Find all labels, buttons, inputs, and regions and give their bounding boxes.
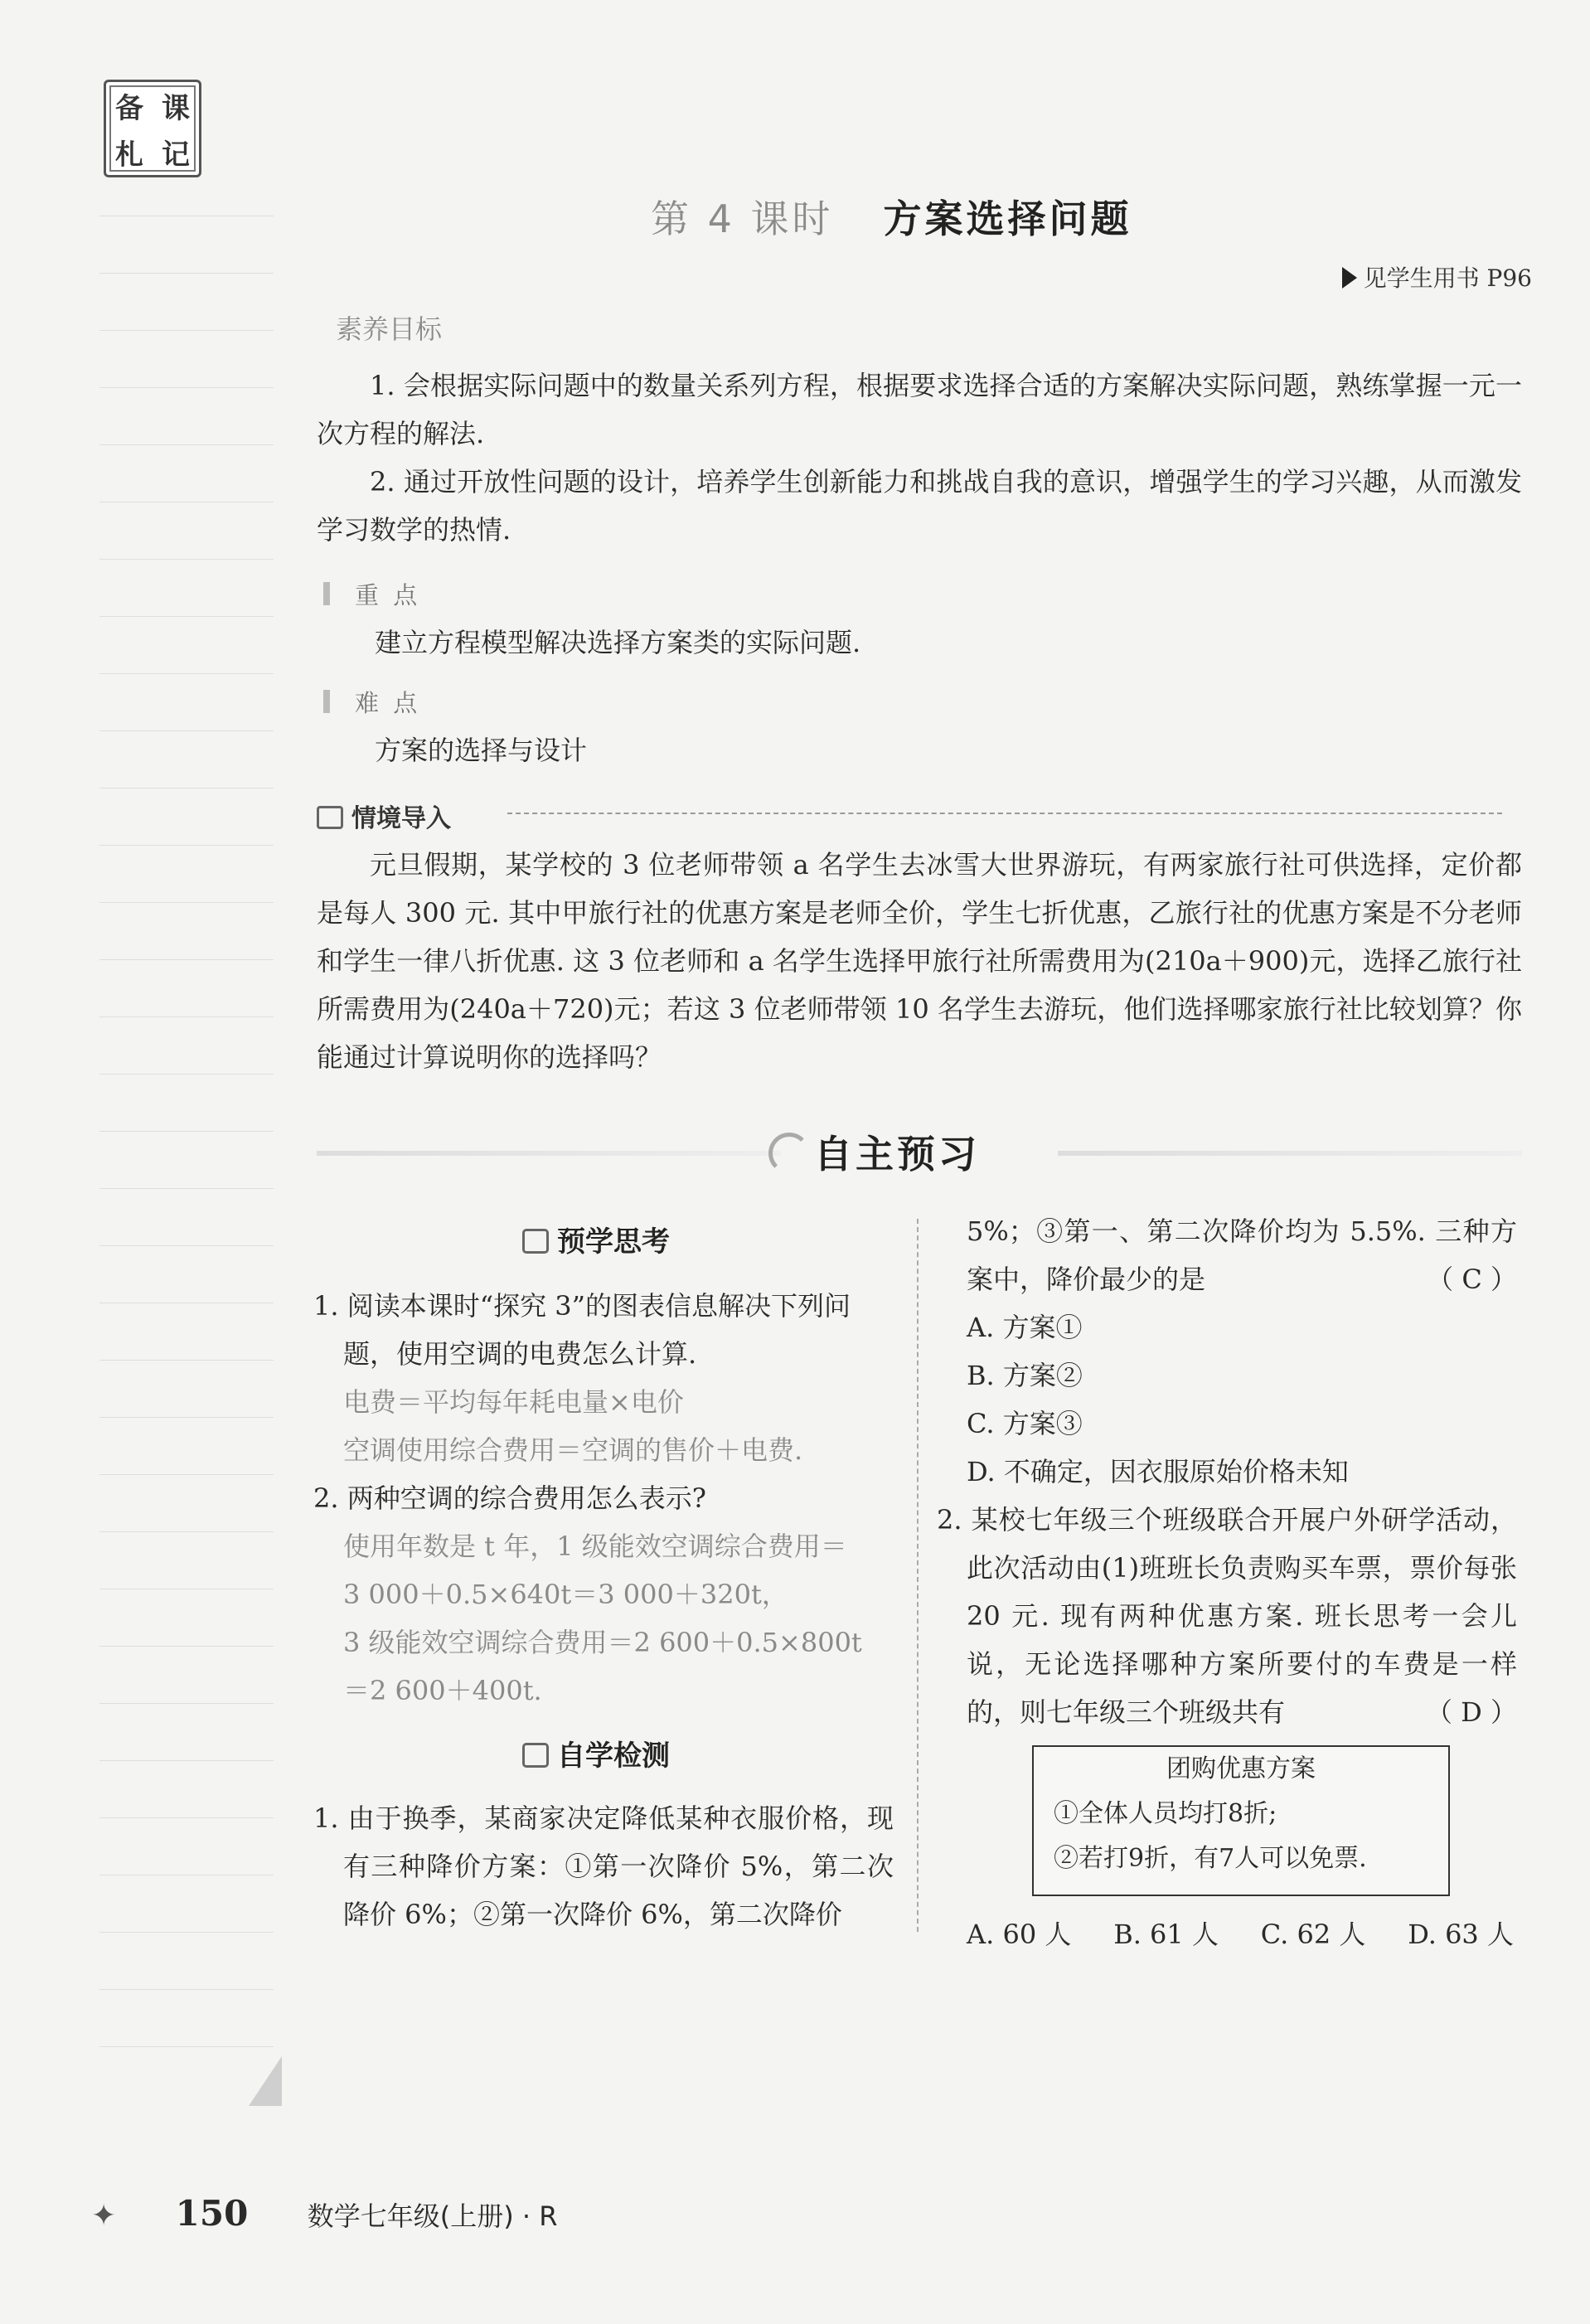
goals-label: 素养目标 bbox=[336, 313, 443, 345]
check-question-1-text: 5%；③第一、第二次降价均为 5.5%. 三种方案中，降价最少的是 bbox=[967, 1215, 1517, 1295]
check-question-1-start bbox=[313, 1794, 894, 1938]
option-a: A. 方案① bbox=[967, 1312, 1083, 1343]
footer-arrow-icon: ✦ bbox=[91, 2199, 117, 2233]
lesson-notes-stamp bbox=[104, 80, 201, 177]
play-triangle-icon bbox=[1342, 267, 1357, 289]
preview-questions bbox=[313, 1282, 894, 1715]
self-study-banner bbox=[317, 1118, 1522, 1192]
goal-1: 1. 会根据实际问题中的数量关系列方程，根据要求选择合适的方案解决实际问题，熟练掌握一元一次方程的解法. bbox=[317, 370, 1522, 449]
stamp-char: 备 bbox=[115, 91, 143, 125]
student-book-reference bbox=[1342, 260, 1532, 294]
page-number: 150 bbox=[175, 2193, 249, 2234]
stamp-char: 札 bbox=[115, 138, 143, 172]
preview-answer-2c: 3 级能效空调综合费用＝2 600＋0.5×800t bbox=[343, 1627, 862, 1658]
column-divider bbox=[917, 1219, 919, 1932]
check-question-2-text: 2. 某校七年级三个班级联合开展户外研学活动，此次活动由(1)班班长负责购买车票，票价每张 20 元. 现有两种优惠方案. 班长思考一会儿说，无论选择哪种方案所要付的车费是一样的，则七年级三个班级共有 bbox=[937, 1504, 1517, 1728]
difficulty-text: 方案的选择与设计 bbox=[375, 735, 588, 766]
check-question-1-cont bbox=[937, 1207, 1517, 1303]
preview-answer-1a: 电费＝平均每年耗电量×电价 bbox=[343, 1386, 684, 1418]
lesson-number: 第 4 课时 bbox=[651, 196, 834, 241]
box-option-1: ①全体人员均打8折; bbox=[1054, 1799, 1277, 1828]
margin-note-lines bbox=[99, 216, 274, 2103]
preview-answer-2b: 3 000＋0.5×640t＝3 000＋320t， bbox=[343, 1579, 788, 1610]
option-d: D. 63 人 bbox=[1408, 1919, 1514, 1950]
corner-decoration bbox=[249, 2056, 282, 2106]
preview-answer-2a: 使用年数是 t 年，1 级能效空调综合费用＝ bbox=[343, 1531, 847, 1562]
preview-answer-1b: 空调使用综合费用＝空调的售价＋电费. bbox=[343, 1434, 803, 1466]
box-title: 团购优惠方案 bbox=[1166, 1754, 1316, 1783]
lesson-name: 方案选择问题 bbox=[883, 196, 1132, 241]
checklist-icon bbox=[522, 1743, 549, 1768]
check-question-1: 1. 由于换季，某商家决定降低某种衣服价格，现有三种降价方案：①第一次降价 5%，第二次降价 6%；②第一次降价 6%，第二次降价 bbox=[313, 1802, 894, 1930]
page-footer bbox=[91, 2193, 557, 2234]
option-b: B. 61 人 bbox=[1113, 1919, 1219, 1950]
check-question-1-continued bbox=[937, 1207, 1517, 1736]
question-2-options bbox=[967, 1910, 1514, 1958]
preview-question-2: 2. 两种空调的综合费用怎么表示? bbox=[313, 1482, 706, 1514]
option-a: A. 60 人 bbox=[967, 1919, 1072, 1950]
preview-answer-2d: ＝2 600＋400t. bbox=[343, 1675, 542, 1706]
key-point-text: 建立方程模型解决选择方案类的实际问题. bbox=[375, 627, 861, 658]
heading-rule bbox=[507, 813, 1502, 814]
scenario-text: 元旦假期，某学校的 3 位老师带领 a 名学生去冰雪大世界游玩，有两家旅行社可供选择，定价都是每人 300 元. 其中甲旅行社的优惠方案是老师全价，学生七折优惠，乙旅行社的优惠方案是不分老师和学生一律八折优惠. 这 3 位老师和 a 名学生选择甲旅行社所需费用为(210a＋900)元，选择乙旅行社所需费用为(240a＋720)元；若这 3 位老师带领 10 名学生去游玩，他们选择哪家旅行社比较划算？你能通过计算说明你的选择吗？ bbox=[317, 849, 1522, 1073]
group-discount-box bbox=[1032, 1745, 1450, 1896]
notebook-icon bbox=[522, 1229, 549, 1254]
check-answer-2: （ D ） bbox=[1425, 1696, 1517, 1728]
scenario-intro-heading bbox=[317, 798, 451, 834]
option-c: C. 方案③ bbox=[967, 1408, 1083, 1439]
option-d: D. 不确定，因衣服原始价格未知 bbox=[967, 1456, 1349, 1487]
banner-title: 自主预习 bbox=[814, 1132, 980, 1177]
check-question-2 bbox=[937, 1496, 1517, 1736]
self-check-label: 自学检测 bbox=[557, 1739, 670, 1773]
option-b: B. 方案② bbox=[967, 1360, 1083, 1391]
scenario-intro-label: 情境导入 bbox=[351, 804, 451, 833]
banner-rule-right bbox=[1058, 1151, 1522, 1156]
goal-2: 2. 通过开放性问题的设计，培养学生创新能力和挑战自我的意识，增强学生的学习兴趣，从而激发学习数学的热情. bbox=[317, 466, 1522, 546]
key-point-label: 重 点 bbox=[355, 577, 420, 611]
swoosh-icon bbox=[768, 1133, 810, 1174]
banner-rule-left bbox=[317, 1151, 781, 1156]
preview-question-1: 1. 阅读本课时“探究 3”的图表信息解决下列问题，使用空调的电费怎么计算. bbox=[313, 1290, 851, 1370]
reference-text: 见学生用书 P96 bbox=[1363, 264, 1532, 292]
book-title: 数学七年级(上册) · R bbox=[307, 2200, 558, 2232]
option-c: C. 62 人 bbox=[1260, 1919, 1366, 1950]
stamp-char: 课 bbox=[162, 91, 190, 125]
stamp-char: 记 bbox=[162, 138, 190, 172]
preview-heading-label: 预学思考 bbox=[557, 1225, 670, 1259]
scenario-icon bbox=[317, 806, 343, 829]
lesson-title bbox=[651, 189, 1132, 244]
self-check-heading bbox=[522, 1733, 670, 1773]
preview-thinking-heading bbox=[522, 1219, 670, 1259]
check-answer-1: （ C ） bbox=[1427, 1264, 1517, 1295]
difficulty-label: 难 点 bbox=[355, 685, 420, 719]
box-option-2: ②若打9折，有7人可以免票. bbox=[1054, 1844, 1367, 1873]
